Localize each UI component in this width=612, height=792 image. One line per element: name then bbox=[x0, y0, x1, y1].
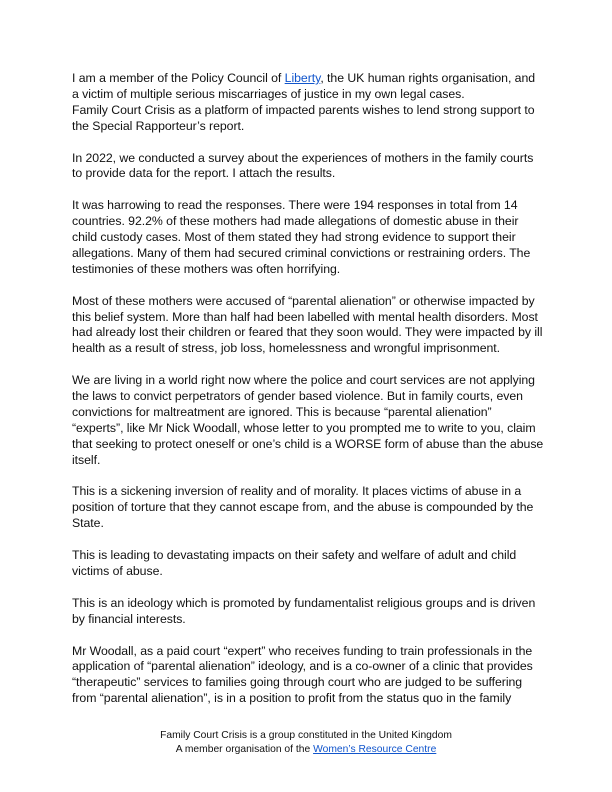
paragraph-ideology: This is an ideology which is promoted by fundamentalist religious groups and is driven by financial interests. bbox=[72, 595, 536, 626]
intro-text-end: , the UK human rights organisation, and a victim of multiple serious miscarriages of justice in my own legal cases. bbox=[72, 71, 536, 101]
page-footer bbox=[0, 729, 612, 756]
footer-line-2-text: A member organisation of the bbox=[175, 743, 314, 755]
letter-body bbox=[72, 71, 544, 707]
womens-resource-centre-link[interactable]: Women’s Resource Centre bbox=[313, 743, 437, 755]
paragraph-responses: It was harrowing to read the responses. There were 194 responses in total from 14 countries. 92.2% of these mothers had made allegations of domestic abuse in their child custody cases. Most of them stated they had strong evidence to support their allegations. Many of them had secured criminal convictions or restraining orders. The testimonies of these mothers was often horrifying. bbox=[72, 198, 531, 276]
paragraph-woodall: Mr Woodall, as a paid court “expert” who receives funding to train professionals in the application of “parental alienation” ideology, and is a co-owner of a clinic that provides “therapeutic” services to families going through court who are judged to be suffering from “parental alienation”, is in a position to profit from the status quo in the family bbox=[72, 643, 533, 706]
paragraph-impacts: This is leading to devastating impacts on their safety and welfare of adult and child victims of abuse. bbox=[72, 548, 517, 578]
paragraph-world: We are living in a world right now where the police and court services are not applying the laws to convict perpetrators of gender based violence. But in family courts, even convictions for maltreatment are ignored. This is because “parental alienation” “experts”, like Mr Nick Woodall, whose letter to you prompted me to write to you, claim that seeking to protect oneself or one’s child is a WORSE form of abuse than the abuse itself. bbox=[72, 373, 544, 467]
paragraph-alienation: Most of these mothers were accused of “parental alienation” or otherwise impacted by this belief system. More than half had been labelled with mental health disorders. Most had already lost their children or feared that they soon would. They were impacted by ill health as a result of stress, job loss, homelessness and wrongful imprisonment. bbox=[72, 293, 543, 356]
footer-line-2 bbox=[0, 743, 612, 757]
intro-text-start: I am a member of the Policy Council of bbox=[72, 71, 285, 85]
footer-line-1: Family Court Crisis is a group constituted in the United Kingdom bbox=[160, 730, 452, 741]
liberty-link[interactable]: Liberty bbox=[284, 71, 321, 85]
paragraph-survey: In 2022, we conducted a survey about the experiences of mothers in the family courts to provide data for the report. I attach the results. bbox=[72, 150, 534, 181]
paragraph-support: Family Court Crisis as a platform of impacted parents wishes to lend strong support to the Special Rapporteur’s report. bbox=[72, 102, 535, 133]
paragraph-inversion: This is a sickening inversion of reality and of morality. It places victims of abuse in a position of torture that they cannot escape from, and the abuse is compounded by the State. bbox=[72, 484, 534, 531]
paragraph-intro bbox=[72, 71, 544, 103]
